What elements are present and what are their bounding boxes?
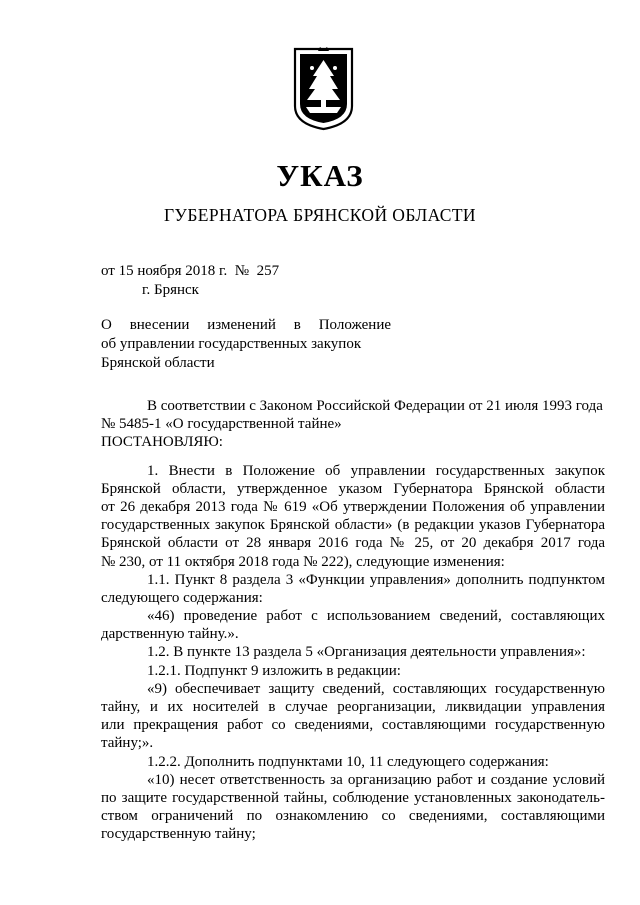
body-line: 1.1. Пункт 8 раздела 3 «Функции управления» дополнить подпунктом xyxy=(147,571,605,588)
body-line: «46) проведение работ с использованием сведений, составляющих xyxy=(147,608,605,625)
number-sign: № xyxy=(234,263,250,279)
body-line: 1.2.2. Дополнить подпунктами 10, 11 следующего содержания: xyxy=(147,753,549,770)
body-line: дарственную тайну.». xyxy=(101,626,239,643)
body-line: 1.2. В пункте 13 раздела 5 «Организация деятельности управления»: xyxy=(147,644,586,661)
body-line: 1.2.1. Подпункт 9 изложить в редакции: xyxy=(147,662,401,679)
decree-city: г. Брянск xyxy=(142,282,199,298)
body-line: от 26 декабря 2013 года № 619 «Об утверждении Положения об управлении xyxy=(101,498,605,515)
body-line: Брянской области от 28 января 2016 года № 25, от 20 декабря 2017 года xyxy=(101,535,605,552)
body-line: 1. Внести в Положение об управлении государственных закупок xyxy=(147,462,605,479)
body-line: государственную тайну; xyxy=(101,826,256,843)
preamble-line: ПОСТАНОВЛЯЮ: xyxy=(101,434,223,451)
subject-line: О внесении изменений в Положение xyxy=(101,317,391,333)
body-line: по защите государственной тайны, соблюдение установленных законодатель- xyxy=(101,789,605,806)
date-prefix: от xyxy=(101,263,115,279)
body-line: государственных закупок Брянской области» (в редакции указов Губернатора xyxy=(101,517,605,534)
body-line: «9) обеспечивает защиту сведений, составляющих государственную xyxy=(147,680,605,697)
subject-line: Брянской области xyxy=(101,355,215,371)
body-line: Брянской области, утвержденное указом Губернатора Брянской области xyxy=(101,480,605,497)
subject-line: об управлении государственных закупок xyxy=(101,336,362,352)
body-line: тайну, и их носителей в случае реорганизации, ликвидации управления xyxy=(101,699,605,715)
decree-body xyxy=(101,397,605,844)
preamble-line: № 5485-1 «О государственной тайне» xyxy=(101,416,342,433)
body-line: следующего содержания: xyxy=(101,589,263,606)
decree-date: 15 ноября 2018 г. xyxy=(118,263,228,279)
decree-subject xyxy=(101,316,391,373)
preamble-line: В соответствии с Законом Российской Федерации от 21 июля 1993 года xyxy=(147,398,603,414)
issuer-title: ГУБЕРНАТОРА БРЯНСКОЙ ОБЛАСТИ xyxy=(164,205,476,225)
body-line: тайну;». xyxy=(101,735,154,752)
body-line: ством ограничений по ознакомлению со сведениями, составляющими xyxy=(101,808,605,825)
decree-date-line xyxy=(101,263,279,280)
body-line: № 230, от 11 октября 2018 года № 222), следующие изменения: xyxy=(101,553,505,570)
coat-of-arms-emblem xyxy=(292,46,355,131)
decree-number: 257 xyxy=(256,263,280,279)
decree-title: УКАЗ xyxy=(276,158,364,193)
body-line: или прекращения работ со сведениями, составляющими государственную xyxy=(101,717,605,734)
body-line: «10) несет ответственность за организацию работ и создание условий xyxy=(147,771,605,788)
